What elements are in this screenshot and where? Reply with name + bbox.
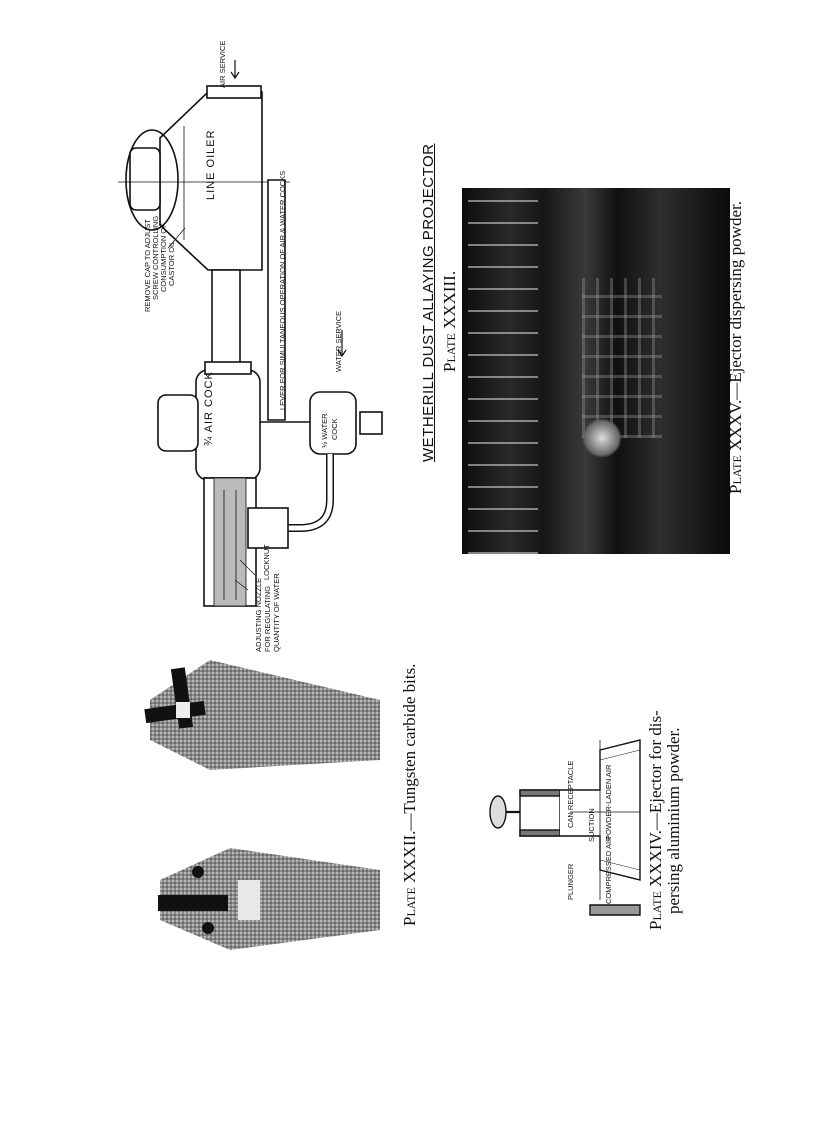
- adjusting-nozzle-line-1: ADJUSTING NOZZLE: [254, 577, 263, 652]
- suction-label: SUCTION: [587, 808, 596, 842]
- air-cock-label: ¾ AIR COCK: [203, 371, 215, 446]
- plate-xxxii-caption-text: XXXII.—Tungsten carbide bits.: [400, 663, 419, 888]
- plate-xxxiv-caption-prefix: Plate: [646, 891, 665, 930]
- plate-xxxii-caption-prefix: Plate: [400, 887, 419, 926]
- plate-xxxv-caption-prefix: Plate: [726, 455, 745, 494]
- plate-xxxiii-title: WETHERILL DUST ALLAYING PROJECTOR: [420, 143, 437, 462]
- plate-xxxiv-caption-text-1: XXXIV.—Ejector for dis-: [646, 710, 665, 892]
- plate-xxxv-caption-text: XXXV.—Ejector dispersing powder.: [726, 201, 745, 456]
- powder-laden-air-label: POWDER-LADEN AIR: [604, 764, 613, 840]
- water-service-label: WATER SERVICE: [334, 310, 343, 372]
- remove-cap-line-4: CASTOR OIL: [167, 240, 176, 286]
- remove-cap-line-1: REMOVE CAP TO ADJUST: [143, 219, 152, 312]
- plate-xxxiv-caption-line-1: [646, 710, 666, 930]
- can-receptacle: [520, 790, 560, 836]
- remove-cap-line-3: CONSUMPTION OF: [159, 223, 168, 292]
- lever-label: LEVER FOR SIMULTANEOUS OPERATION OF AIR & WATER COCKS: [278, 170, 287, 410]
- plunger-label: PLUNGER: [566, 863, 575, 900]
- locknut-label: LOCKNUT: [262, 544, 271, 580]
- adjusting-nozzle-line-2: FOR REGULATING: [263, 585, 272, 652]
- line-oiler-label: LINE OILER: [205, 129, 217, 200]
- compressed-air-label: COMPRESSED AIR: [604, 836, 613, 904]
- can-receptacle-label: CAN RECEPTACLE: [566, 760, 575, 828]
- water-cock-line-2: COCK: [330, 418, 339, 440]
- plate-xxxiii-subtitle: Plate XXXIII.: [440, 270, 459, 372]
- air-service-label: AIR SERVICE: [218, 40, 227, 88]
- adjusting-nozzle-line-3: QUANTITY OF WATER: [272, 573, 281, 652]
- plate-xxxiv-caption-line-2: persing aluminium powder.: [664, 727, 683, 914]
- water-cock-line-1: ½ WATER: [320, 413, 329, 448]
- plunger-handle: [490, 796, 506, 828]
- remove-cap-line-2: SCREW CONTROLLING: [151, 215, 160, 300]
